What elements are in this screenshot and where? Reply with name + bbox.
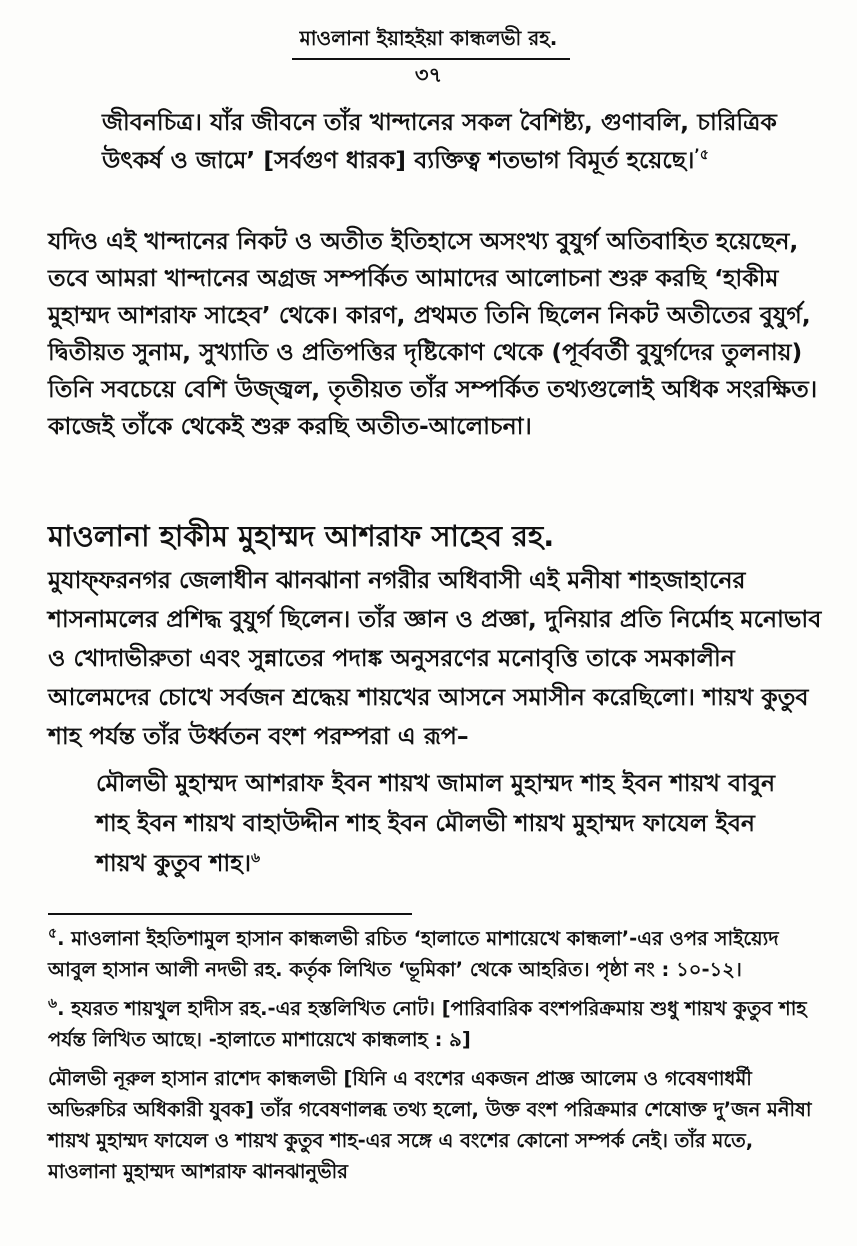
footnote-marker: ৬	[48, 995, 58, 1012]
body-paragraph-intro: যদিও এই খান্দানের নিকট ও অতীত ইতিহাসে অসংখ্য বুযুর্গ অতিবাহিত হয়েছেন, তবে আমরা খান্দানের অগ্রজ সম্পর্কিত আমাদের আলোচনা শুরু করছি ‘হাকীম মুহাম্মদ আশরাফ সাহেব’ থেকে। কারণ, প্রথমত তিনি ছিলেন নিকট অতীতের বুযুর্গ, দ্বিতীয়ত সুনাম, সুখ্যাতি ও প্রতিপত্তির দৃষ্টিকোণ থেকে (পূর্ববর্তী বুযুর্গদের তুলনায়) তিনি সবচেয়ে বেশি উজ্জ্বল, তৃতীয়ত তাঁর সম্পর্কিত তথ্যগুলোই অধিক সংরক্ষিত। কাজেই তাঁকে থেকেই শুরু করছি অতীত-আলোচনা।	[48, 227, 818, 440]
running-header-title: মাওলানা ইয়াহইয়া কান্ধলভী রহ.	[299, 26, 558, 50]
section-heading: মাওলানা হাকীম মুহাম্মদ আশরাফ সাহেব রহ.	[48, 519, 555, 553]
footnote-continuation: মৌলভী নূরুল হাসান রাশেদ কান্ধলভী [যিনি এ বংশের একজন প্রাজ্ঞ আলেম ও গবেষণাধর্মী অভিরুচির অধিকারী যুবক] তাঁর গবেষণালব্ধ তথ্য হলো, উক্ত বংশ পরিক্রমার শেষোক্ত দু’জন মনীষা শায়খ মুহাম্মদ ফাযেল ও শায়খ কুতুব শাহ-এর সঙ্গে এ বংশের কোনো সম্পর্ক নেই। তাঁর মতে, মাওলানা মুহাম্মদ আশরাফ ঝানঝানুভীর	[48, 1067, 812, 1183]
footnote-marker: ৫	[48, 925, 58, 942]
footnotes-section	[48, 923, 823, 1187]
page-number: ৩৭	[414, 63, 443, 87]
footnote-text: . মাওলানা ইহতিশামুল হাসান কান্ধলভী রচিত ‘হালাতে মাশায়েখে কান্ধলা’-এর ওপর সাইয়্যেদ আবুল হাসান আলী নদভী রহ. কর্তৃক লিখিত ‘ভূমিকা’ থেকে আহরিত। পৃষ্ঠা নং : ১০-১২।	[48, 927, 779, 981]
header-underline	[292, 58, 570, 60]
footnote-ref-6: ৬	[250, 850, 261, 867]
footnote-5	[48, 923, 823, 985]
block-quote-lineage	[96, 763, 786, 883]
quote-text: জীবনচিত্র। যাঁর জীবনে তাঁর খান্দানের সকল বৈশিষ্ট্য, গুণাবলি, চারিত্রিক উৎকর্ষ ও জামে’ [সর্বগুণ ধারক] ব্যক্তিত্ব শতভাগ বিমূর্ত হয়েছে।	[102, 108, 777, 174]
block-quote-biography	[102, 103, 782, 179]
lineage-text: মৌলভী মুহাম্মদ আশরাফ ইবন শায়খ জামাল মুহাম্মদ শাহ ইবন শায়খ বাবুন শাহ ইবন শায়খ বাহাউদ্দীন শাহ ইবন মৌলভী শায়খ মুহাম্মদ ফাযেল ইবন শায়খ কুতুব শাহ।	[96, 769, 776, 877]
footnote-separator	[48, 913, 412, 915]
body-paragraph-biography: মুযাফ্ফরনগর জেলাধীন ঝানঝানা নগরীর অধিবাসী এই মনীষা শাহজাহানের শাসনামলের প্রশিদ্ধ বুযুর্গ ছিলেন। তাঁর জ্ঞান ও প্রজ্ঞা, দুনিয়ার প্রতি নির্মোহ মনোভাব ও খোদাভীরুতা এবং সুন্নাতের পদাঙ্ক অনুসরণের মনোবৃত্তি তাকে সমকালীন আলেমদের চোখে সর্বজন শ্রদ্ধেয় শায়খের আসনে সমাসীন করেছিলো। শায়খ কুতুব শাহ পর্যন্ত তাঁর উর্ধ্বতন বংশ পরম্পরা এ রূপ–	[48, 566, 822, 750]
footnote-6	[48, 993, 823, 1055]
footnote-text: . হযরত শায়খুল হাদীস রহ.-এর হস্তলিখিত নোট। [পারিবারিক বংশপরিক্রমায় শুধু শায়খ কুতুব শাহ পর্যন্ত লিখিত আছে। -হালাতে মাশায়েখে কান্ধলাহ : ৯]	[48, 997, 807, 1051]
footnote-ref-5: ’৫	[694, 147, 709, 164]
